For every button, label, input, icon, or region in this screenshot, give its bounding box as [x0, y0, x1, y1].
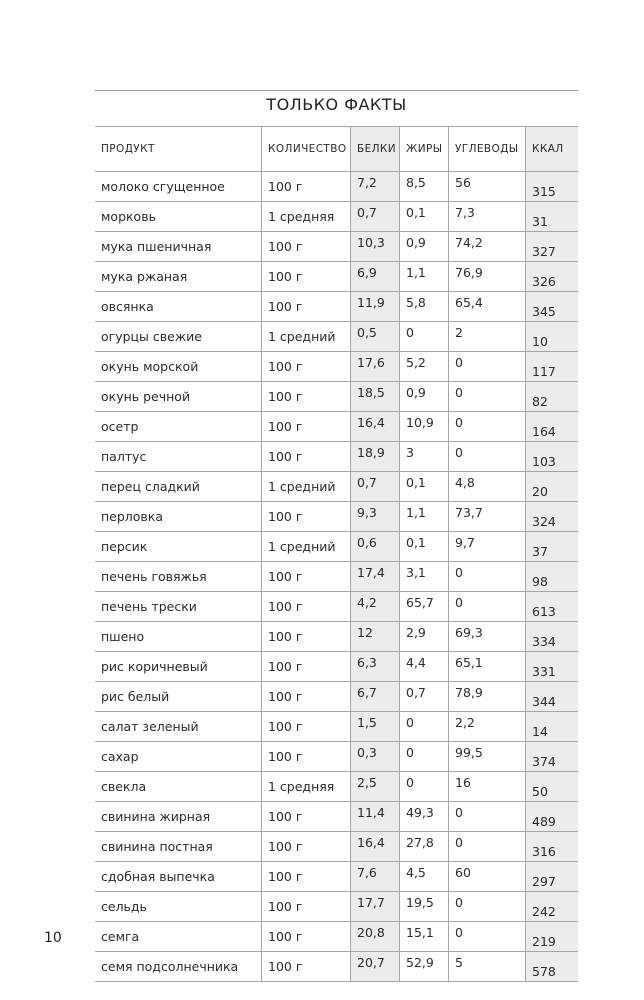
table-row	[95, 742, 578, 772]
cell-carbs: 0	[449, 352, 526, 382]
table-row	[95, 532, 578, 562]
cell-quantity: 1 средняя	[262, 772, 351, 802]
cell-kcal: 82	[526, 382, 579, 412]
cell-product: палтус	[95, 442, 262, 472]
table-row	[95, 832, 578, 862]
cell-carbs: 99,5	[449, 742, 526, 772]
cell-product: огурцы свежие	[95, 322, 262, 352]
cell-protein: 2,5	[351, 772, 400, 802]
cell-kcal: 345	[526, 292, 579, 322]
header-row	[95, 127, 578, 172]
cell-product: окунь речной	[95, 382, 262, 412]
cell-quantity: 100 г	[262, 232, 351, 262]
cell-carbs: 7,3	[449, 202, 526, 232]
cell-protein: 0,3	[351, 742, 400, 772]
cell-fat: 0,9	[400, 382, 449, 412]
cell-quantity: 1 средний	[262, 532, 351, 562]
table-row	[95, 592, 578, 622]
cell-kcal: 334	[526, 622, 579, 652]
cell-quantity: 100 г	[262, 922, 351, 952]
table-row	[95, 322, 578, 352]
table-row	[95, 172, 578, 202]
table-row	[95, 232, 578, 262]
cell-fat: 3	[400, 442, 449, 472]
cell-product: свинина жирная	[95, 802, 262, 832]
cell-product: семга	[95, 922, 262, 952]
header-kcal: ККАЛ	[526, 127, 579, 172]
cell-quantity: 100 г	[262, 412, 351, 442]
cell-kcal: 327	[526, 232, 579, 262]
cell-kcal: 297	[526, 862, 579, 892]
table-title: ТОЛЬКО ФАКТЫ	[266, 95, 407, 114]
cell-kcal: 326	[526, 262, 579, 292]
cell-product: персик	[95, 532, 262, 562]
cell-quantity: 1 средний	[262, 322, 351, 352]
cell-quantity: 100 г	[262, 892, 351, 922]
cell-carbs: 0	[449, 442, 526, 472]
cell-quantity: 100 г	[262, 952, 351, 982]
cell-fat: 0,1	[400, 202, 449, 232]
cell-quantity: 1 средний	[262, 472, 351, 502]
cell-carbs: 65,4	[449, 292, 526, 322]
cell-protein: 0,6	[351, 532, 400, 562]
header-fat: ЖИРЫ	[400, 127, 449, 172]
table-row	[95, 772, 578, 802]
cell-product: свекла	[95, 772, 262, 802]
cell-kcal: 98	[526, 562, 579, 592]
cell-fat: 0	[400, 712, 449, 742]
cell-carbs: 0	[449, 922, 526, 952]
cell-product: перец сладкий	[95, 472, 262, 502]
cell-fat: 15,1	[400, 922, 449, 952]
cell-quantity: 100 г	[262, 592, 351, 622]
cell-kcal: 14	[526, 712, 579, 742]
cell-kcal: 164	[526, 412, 579, 442]
cell-product: морковь	[95, 202, 262, 232]
cell-kcal: 50	[526, 772, 579, 802]
cell-carbs: 69,3	[449, 622, 526, 652]
cell-fat: 0,7	[400, 682, 449, 712]
cell-quantity: 100 г	[262, 802, 351, 832]
cell-product: перловка	[95, 502, 262, 532]
cell-protein: 11,4	[351, 802, 400, 832]
cell-protein: 20,7	[351, 952, 400, 982]
cell-fat: 27,8	[400, 832, 449, 862]
cell-fat: 4,5	[400, 862, 449, 892]
cell-protein: 0,7	[351, 472, 400, 502]
cell-kcal: 374	[526, 742, 579, 772]
cell-kcal: 315	[526, 172, 579, 202]
cell-carbs: 0	[449, 382, 526, 412]
cell-quantity: 100 г	[262, 172, 351, 202]
header-protein: БЕЛКИ	[351, 127, 400, 172]
cell-quantity: 100 г	[262, 832, 351, 862]
cell-protein: 1,5	[351, 712, 400, 742]
cell-fat: 0	[400, 322, 449, 352]
header-quantity: КОЛИЧЕСТВО	[262, 127, 351, 172]
cell-kcal: 20	[526, 472, 579, 502]
cell-carbs: 0	[449, 562, 526, 592]
cell-product: пшено	[95, 622, 262, 652]
cell-quantity: 100 г	[262, 352, 351, 382]
table-row	[95, 472, 578, 502]
cell-carbs: 56	[449, 172, 526, 202]
cell-kcal: 578	[526, 952, 579, 982]
cell-protein: 16,4	[351, 832, 400, 862]
cell-carbs: 78,9	[449, 682, 526, 712]
cell-carbs: 2	[449, 322, 526, 352]
table-row	[95, 292, 578, 322]
cell-protein: 6,9	[351, 262, 400, 292]
cell-quantity: 100 г	[262, 682, 351, 712]
cell-protein: 17,7	[351, 892, 400, 922]
table-row	[95, 382, 578, 412]
cell-quantity: 100 г	[262, 652, 351, 682]
cell-product: печень трески	[95, 592, 262, 622]
cell-protein: 6,7	[351, 682, 400, 712]
cell-quantity: 100 г	[262, 502, 351, 532]
cell-fat: 1,1	[400, 502, 449, 532]
cell-carbs: 9,7	[449, 532, 526, 562]
cell-kcal: 613	[526, 592, 579, 622]
cell-carbs: 0	[449, 802, 526, 832]
cell-product: мука пшеничная	[95, 232, 262, 262]
cell-product: окунь морской	[95, 352, 262, 382]
cell-product: сельдь	[95, 892, 262, 922]
cell-kcal: 31	[526, 202, 579, 232]
cell-protein: 20,8	[351, 922, 400, 952]
cell-carbs: 5	[449, 952, 526, 982]
nutrition-table	[95, 126, 578, 982]
table-row	[95, 412, 578, 442]
cell-quantity: 100 г	[262, 292, 351, 322]
cell-kcal: 117	[526, 352, 579, 382]
table-row	[95, 502, 578, 532]
cell-product: свинина постная	[95, 832, 262, 862]
cell-carbs: 16	[449, 772, 526, 802]
cell-kcal: 37	[526, 532, 579, 562]
top-rule	[95, 90, 578, 91]
cell-protein: 16,4	[351, 412, 400, 442]
cell-fat: 0,1	[400, 532, 449, 562]
cell-fat: 0,9	[400, 232, 449, 262]
cell-product: молоко сгущенное	[95, 172, 262, 202]
table-row	[95, 682, 578, 712]
table-row	[95, 202, 578, 232]
cell-product: печень говяжья	[95, 562, 262, 592]
table-row	[95, 892, 578, 922]
cell-fat: 8,5	[400, 172, 449, 202]
table-row	[95, 652, 578, 682]
cell-kcal: 103	[526, 442, 579, 472]
cell-protein: 10,3	[351, 232, 400, 262]
cell-fat: 5,8	[400, 292, 449, 322]
cell-protein: 4,2	[351, 592, 400, 622]
cell-protein: 9,3	[351, 502, 400, 532]
cell-carbs: 74,2	[449, 232, 526, 262]
cell-protein: 7,6	[351, 862, 400, 892]
cell-kcal: 242	[526, 892, 579, 922]
cell-fat: 0	[400, 742, 449, 772]
header-product: ПРОДУКТ	[95, 127, 262, 172]
cell-protein: 17,6	[351, 352, 400, 382]
cell-carbs: 2,2	[449, 712, 526, 742]
cell-product: семя подсолнечника	[95, 952, 262, 982]
cell-fat: 2,9	[400, 622, 449, 652]
cell-quantity: 100 г	[262, 442, 351, 472]
cell-fat: 49,3	[400, 802, 449, 832]
cell-fat: 4,4	[400, 652, 449, 682]
header-carbs: УГЛЕВОДЫ	[449, 127, 526, 172]
cell-quantity: 100 г	[262, 262, 351, 292]
cell-kcal: 344	[526, 682, 579, 712]
cell-quantity: 100 г	[262, 862, 351, 892]
cell-protein: 18,5	[351, 382, 400, 412]
cell-protein: 17,4	[351, 562, 400, 592]
table-row	[95, 712, 578, 742]
cell-carbs: 60	[449, 862, 526, 892]
cell-kcal: 331	[526, 652, 579, 682]
cell-product: осетр	[95, 412, 262, 442]
cell-protein: 7,2	[351, 172, 400, 202]
cell-protein: 18,9	[351, 442, 400, 472]
cell-quantity: 100 г	[262, 562, 351, 592]
table-body	[95, 172, 578, 982]
cell-fat: 0,1	[400, 472, 449, 502]
cell-carbs: 0	[449, 412, 526, 442]
cell-kcal: 324	[526, 502, 579, 532]
cell-carbs: 4,8	[449, 472, 526, 502]
table-row	[95, 442, 578, 472]
cell-kcal: 316	[526, 832, 579, 862]
cell-product: рис коричневый	[95, 652, 262, 682]
cell-carbs: 0	[449, 832, 526, 862]
table-row	[95, 562, 578, 592]
table-row	[95, 262, 578, 292]
cell-protein: 12	[351, 622, 400, 652]
cell-product: мука ржаная	[95, 262, 262, 292]
table-row	[95, 952, 578, 982]
cell-carbs: 73,7	[449, 502, 526, 532]
table-row	[95, 802, 578, 832]
cell-quantity: 100 г	[262, 382, 351, 412]
cell-fat: 1,1	[400, 262, 449, 292]
cell-fat: 52,9	[400, 952, 449, 982]
cell-quantity: 100 г	[262, 622, 351, 652]
cell-product: сахар	[95, 742, 262, 772]
cell-product: рис белый	[95, 682, 262, 712]
cell-kcal: 10	[526, 322, 579, 352]
cell-quantity: 100 г	[262, 742, 351, 772]
cell-product: салат зеленый	[95, 712, 262, 742]
cell-fat: 3,1	[400, 562, 449, 592]
cell-fat: 5,2	[400, 352, 449, 382]
cell-kcal: 489	[526, 802, 579, 832]
cell-product: овсянка	[95, 292, 262, 322]
cell-fat: 65,7	[400, 592, 449, 622]
cell-quantity: 1 средняя	[262, 202, 351, 232]
table-row	[95, 622, 578, 652]
cell-fat: 19,5	[400, 892, 449, 922]
cell-quantity: 100 г	[262, 712, 351, 742]
table-row	[95, 352, 578, 382]
cell-kcal: 219	[526, 922, 579, 952]
cell-fat: 10,9	[400, 412, 449, 442]
cell-fat: 0	[400, 772, 449, 802]
cell-carbs: 0	[449, 892, 526, 922]
page-number: 10	[44, 930, 62, 946]
cell-protein: 6,3	[351, 652, 400, 682]
table-row	[95, 922, 578, 952]
cell-carbs: 0	[449, 592, 526, 622]
cell-product: сдобная выпечка	[95, 862, 262, 892]
cell-carbs: 76,9	[449, 262, 526, 292]
cell-carbs: 65,1	[449, 652, 526, 682]
table-row	[95, 862, 578, 892]
cell-protein: 0,7	[351, 202, 400, 232]
cell-protein: 0,5	[351, 322, 400, 352]
cell-protein: 11,9	[351, 292, 400, 322]
